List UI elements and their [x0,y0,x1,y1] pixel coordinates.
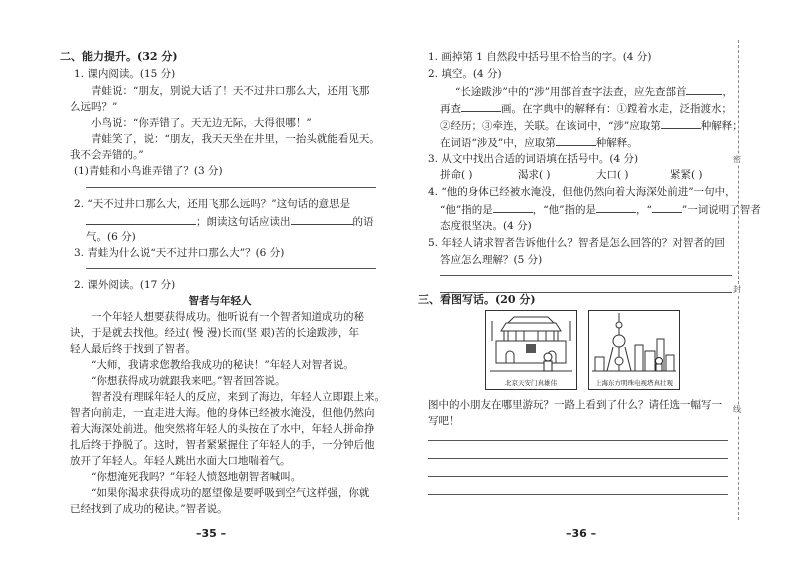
story-line: 着大海深处前进。他突然将年轻人的头按在了水中，年轻人拼命挣 [70,423,375,435]
right-question-5-line2: 答应怎么理解？(5 分) [440,254,543,266]
question-1-title: 1. 课内阅读。(15 分) [74,68,176,80]
story-line: “大师，我请求您教给我成功的秘诀！”年轻人对智者说。 [91,359,354,371]
passage-line: 小鸟说：“你弄错了。天无边无际，大得很哪！” [91,117,312,129]
story-line: 智者没有理睬年轻人的反应，来到了海边，年轻人立即跟上来。 [91,391,385,403]
right-question-3: 3. 从文中找出合适的词语填在括号中。(4 分) [428,153,639,165]
story-line: 诀，于是就去找他。经过( 慢 漫)长而(坚 艰)苦的长途跋涉，年 [70,327,359,339]
sub-question-2: 2. “天不过井口那么大，还用飞那么远吗？”这句话的意思是 [74,198,351,210]
binding-label-top: 密 [733,155,741,164]
answer-line[interactable] [440,275,732,276]
story-line: 轻人最后终于找到了智者。 [70,343,196,355]
fill-blank[interactable] [556,135,596,146]
story-line: 一个年轻人想要获得成功。他听说有一个智者知道成功的秘 [91,311,364,323]
right-question-4-line3: 态度很坚决。(4 分) [440,220,532,232]
right-question-2-line4: 在词语“涉及”中，应取第 种解释。 [440,137,638,149]
story-line: 已经找到了成功的秘诀。”智者说。 [70,503,228,515]
right-question-4-line2: “他”指的是 ，“他”指的是 ，“ ”一词说明了智者 [440,204,761,216]
writing-prompt-line1: 图中的小朋友在哪里游玩？一路上看到了什么？请任选一幅写一 [428,399,722,411]
fill-blank[interactable] [596,202,636,213]
story-line: “如果你渴求获得成功的愿望像是要呼吸到空气这样强，你就 [91,487,370,499]
answer-line[interactable] [86,268,376,269]
right-question-1: 1. 画掉第 1 自然段中括号里不恰当的字。(4 分) [428,51,652,63]
right-question-5: 5. 年轻人请求智者告诉他什么？智者是怎么回答的？对智者的回 [428,237,725,249]
passage-line: 么远吗？” [70,101,118,113]
right-question-2-line2: 再查 画。在字典中的解释有：①蹚着水走，泛指渡水； [440,103,732,115]
word-fill-1[interactable]: 拼命( ) [440,169,473,181]
writing-line[interactable] [428,476,728,477]
word-fill-4[interactable]: 紧紧( ) [670,169,703,181]
right-question-2-line3: ②经历；③牵连，关联。在该词中，“涉”应取第 种解释； [440,120,743,132]
question-2-title: 2. 课外阅读。(17 分) [74,279,176,291]
picture-2-caption: 上海东方明珠电视塔真壮观 [595,379,673,387]
binding-label-bottom: 线 [733,405,741,414]
sub-question-2-line2: ；朗读这句话应读出 的语 [86,214,374,229]
oriental-pearl-drawing [589,311,679,389]
page-number-left: –35 – [196,527,227,540]
fill-blank[interactable] [291,214,353,225]
writing-prompt-line2: 写吧！ [428,415,460,427]
story-line: “你想获得成功就跟我来吧。”智者回答说。 [91,375,286,387]
sub-question-1: (1)青蛙和小鸟谁弄错了？(3 分) [74,165,223,177]
right-question-4: 4. “他的身体已经被水淹没，但他仍然向着大海深处前进”一句中， [428,186,736,198]
word-fill-2[interactable]: 渴求( ) [518,169,551,181]
right-question-2: 2. 填空。(4 分) [428,68,502,80]
sub-question-2-line3: 气。(6 分) [86,231,136,243]
picture-1-caption: 北京天安门真雄伟 [505,379,557,387]
story-line: 智者向前走，一直走进大海。他的身体已经被水淹没，但他仍然向 [70,407,375,419]
sub-question-3: 3. 青蛙为什么说“天不过井口那么大”？(6 分) [74,247,285,259]
right-question-2-line1: “长途跋涉”中的“涉”用部首查字法查，应先查部首 ， [455,86,733,98]
passage-line: 我不会弄错的。” [70,149,144,161]
story-line: “你想淹死我吗？”年轻人愤怒地朝智者喊叫。 [91,471,302,483]
writing-line[interactable] [428,458,728,459]
story-line: 放开了年轻人。年轻人跳出水面大口地喘着气。 [70,455,291,467]
tiananmen-drawing [486,311,576,389]
fill-blank[interactable] [686,84,722,95]
fill-blank[interactable] [461,101,501,112]
story-title: 智者与年轻人 [188,295,252,307]
fill-blank[interactable] [661,118,701,129]
passage-line: 青蛙笑了，说：“朋友，我天天坐在井里，一抬头就能看见天。 [91,133,380,145]
oriental-pearl-picture [588,310,680,390]
fill-blank[interactable] [86,214,196,225]
section-2-title: 二、能力提升。(32 分) [60,50,178,63]
fill-blank[interactable] [493,202,533,213]
answer-line[interactable] [86,187,376,188]
binding-dashed-line [738,40,739,520]
writing-line[interactable] [428,440,728,441]
writing-line[interactable] [428,494,728,495]
page-number-right: –36 – [566,527,597,540]
word-fill-3[interactable]: 大口( ) [596,169,629,181]
fill-blank[interactable] [652,202,682,213]
passage-line: 青蛙说：“朋友，别说大话了！天不过井口那么大，还用飞那 [91,85,370,97]
binding-label-mid: 封 [733,285,741,294]
story-line: 扎后终于挣脱了。这时，智者紧紧握住了年轻人的手，一分钟后他 [70,439,375,451]
tiananmen-picture [485,310,577,390]
section-3-title: 三、看图写话。(20 分) [418,293,536,306]
